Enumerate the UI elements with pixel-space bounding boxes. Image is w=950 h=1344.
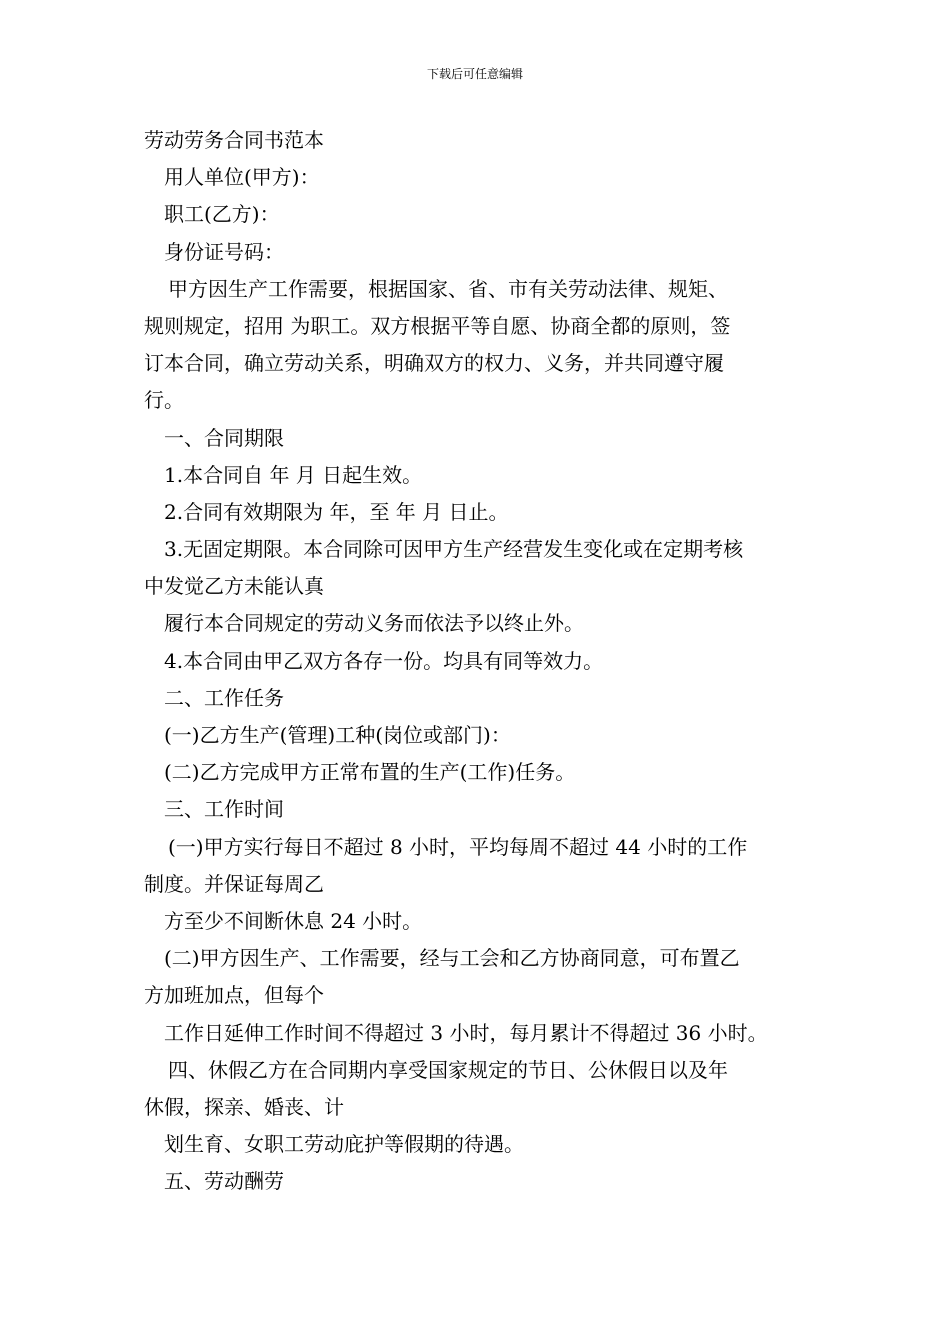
party-a-line: 用人单位(甲方)：: [164, 165, 320, 190]
paragraph-line: (二)乙方完成甲方正常布置的生产(工作)任务。: [164, 760, 576, 785]
paragraph-line: 休假，探亲、婚丧、计: [144, 1094, 344, 1119]
paragraph-line: 方加班加点，但每个: [144, 983, 324, 1008]
paragraph-line: 4.本合同由甲乙双方各存一份。均具有同等效力。: [164, 648, 604, 673]
paragraph-line: (二)甲方因生产、工作需要，经与工会和乙方协商同意，可布置乙: [164, 946, 740, 971]
id-number-line: 身份证号码：: [164, 239, 284, 264]
paragraph-line: (一)乙方生产(管理)工种(岗位或部门)：: [164, 723, 511, 747]
section-heading: 四、休假乙方在合同期内享受国家规定的节日、公休假日以及年: [168, 1057, 728, 1082]
paragraph-line: 工作日延伸工作时间不得超过 3 小时，每月累计不得超过 36 小时。: [164, 1020, 768, 1045]
section-heading: 三、工作时间: [164, 797, 284, 822]
section-heading: 二、工作任务: [164, 685, 284, 710]
page-header: 下载后可任意编辑: [426, 67, 523, 81]
document-title: 劳动劳务合同书范本: [144, 128, 324, 152]
paragraph-line: (一)甲方实行每日不超过 8 小时，平均每周不超过 44 小时的工作: [168, 834, 748, 859]
paragraph-line: 3.无固定期限。本合同除可因甲方生产经营发生变化或在定期考核: [164, 537, 744, 562]
party-b-line: 职工(乙方)：: [164, 202, 280, 227]
paragraph-line: 中发觉乙方未能认真: [144, 574, 324, 599]
document-body: [144, 122, 816, 1200]
paragraph-line: 行。: [144, 388, 184, 413]
paragraph-line: 划生育、女职工劳动庇护等假期的待遇。: [164, 1132, 524, 1157]
paragraph-line: 规则规定，招用 为职工。双方根据平等自愿、协商全都的原则，签: [144, 313, 731, 338]
paragraph-line: 甲方因生产工作需要，根据国家、省、市有关劳动法律、规矩、: [168, 276, 728, 301]
paragraph-line: 2.合同有效期限为 年，至 年 月 日止。: [164, 499, 509, 524]
paragraph-line: 履行本合同规定的劳动义务而依法予以终止外。: [164, 611, 584, 636]
section-heading: 一、合同期限: [164, 425, 284, 450]
paragraph-line: 订本合同，确立劳动关系，明确双方的权力、义务，并共同遵守履: [144, 351, 724, 376]
section-heading: 五、劳动酬劳: [164, 1169, 284, 1194]
paragraph-line: 1.本合同自 年 月 日起生效。: [164, 462, 423, 487]
paragraph-line: 方至少不间断休息 24 小时。: [164, 908, 423, 933]
paragraph-line: 制度。并保证每周乙: [144, 871, 324, 896]
